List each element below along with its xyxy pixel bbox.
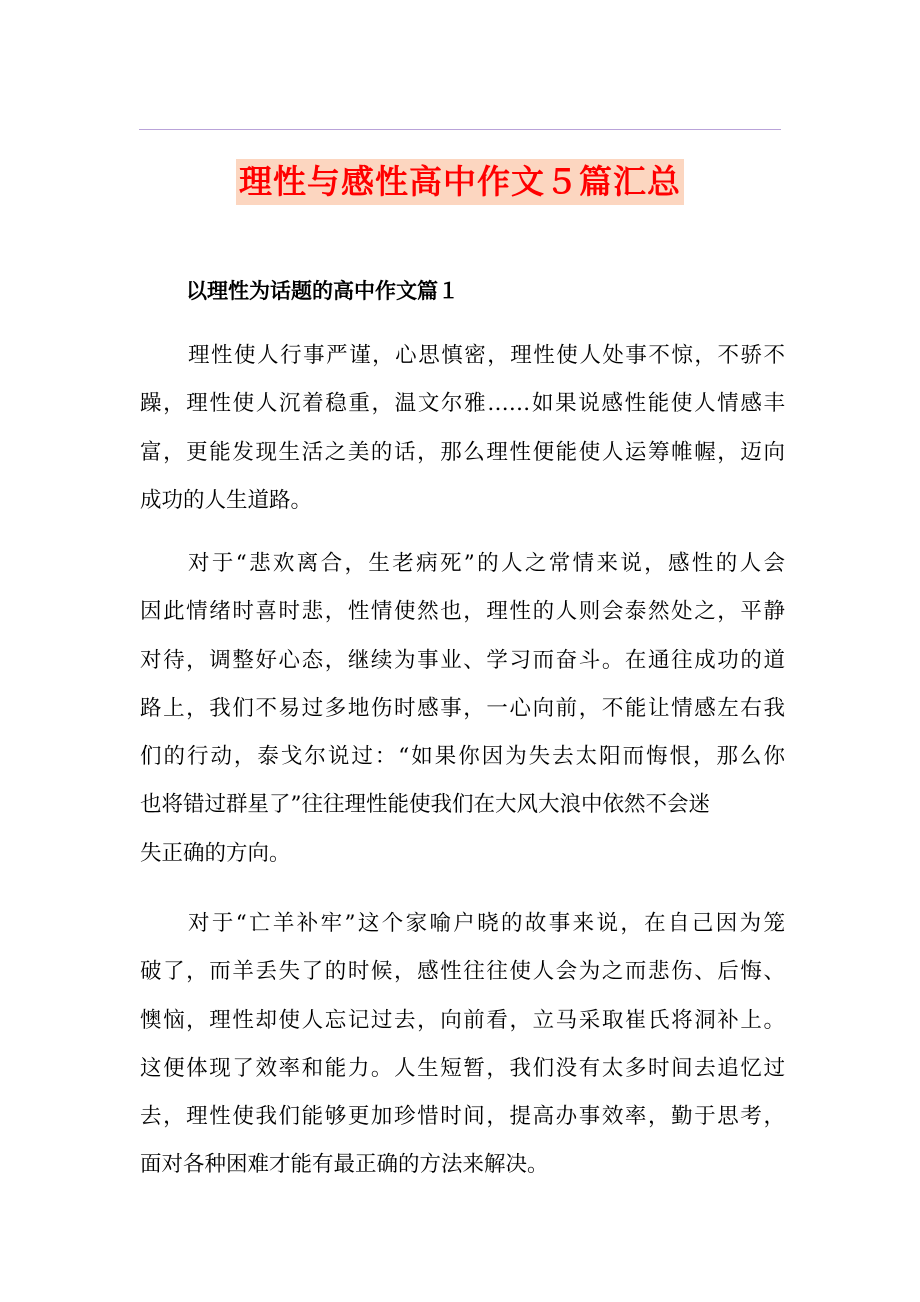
paragraph-line: 们的行动，泰戈尔说过：“如果你因为失去太阳而悔恨，那么你 bbox=[140, 744, 785, 770]
paragraph-line: 面对各种困难才能有最正确的方法来解决。 bbox=[140, 1152, 549, 1178]
paragraph-line: 成功的人生道路。 bbox=[140, 487, 313, 513]
header-rule bbox=[139, 129, 781, 130]
paragraph-line: 因此情绪时喜时悲，性情使然也，理性的人则会泰然处之，平静 bbox=[140, 599, 785, 625]
paragraph-line: 对于“悲欢离合，生老病死”的人之常情来说，感性的人会 bbox=[188, 551, 785, 576]
paragraph-line: 路上，我们不易过多地伤时感事，一心向前，不能让情感左右我 bbox=[140, 695, 785, 721]
paragraph-3 bbox=[140, 900, 785, 1190]
paragraph-line: 这便体现了效率和能力。人生短暂，我们没有太多时间去追忆过 bbox=[140, 1055, 785, 1081]
document-title: 理性与感性高中作文５篇汇总 bbox=[236, 159, 684, 205]
paragraph-line: 懊恼，理性却使人忘记过去，向前看，立马采取崔氏将洞补上。 bbox=[140, 1007, 785, 1033]
paragraph-line: 富，更能发现生活之美的话，那么理性便能使人运筹帷幄，迈向 bbox=[140, 439, 785, 465]
paragraph-1 bbox=[140, 332, 785, 525]
title-container bbox=[0, 159, 920, 205]
paragraph-2 bbox=[140, 540, 785, 878]
paragraph-line: 破了，而羊丢失了的时候，感性往往使人会为之而悲伤、后悔、 bbox=[140, 959, 785, 985]
paragraph-line: 对待，调整好心态，继续为事业、学习而奋斗。在通往成功的道 bbox=[140, 647, 785, 673]
paragraph-line: 去，理性使我们能够更加珍惜时间，提高办事效率，勤于思考， bbox=[140, 1104, 785, 1130]
paragraph-line: 也将错过群星了”往往理性能使我们在大风大浪中依然不会迷 bbox=[140, 792, 710, 818]
paragraph-line: 躁，理性使人沉着稳重，温文尔雅……如果说感性能使人情感丰 bbox=[140, 391, 785, 417]
paragraph-line: 对于“亡羊补牢”这个家喻户晓的故事来说，在自己因为笼 bbox=[188, 911, 785, 936]
paragraph-line: 失正确的方向。 bbox=[140, 840, 291, 866]
paragraph-line: 理性使人行事严谨，心思慎密，理性使人处事不惊，不骄不 bbox=[188, 343, 785, 368]
section-heading: 以理性为话题的高中作文篇１ bbox=[186, 278, 459, 303]
